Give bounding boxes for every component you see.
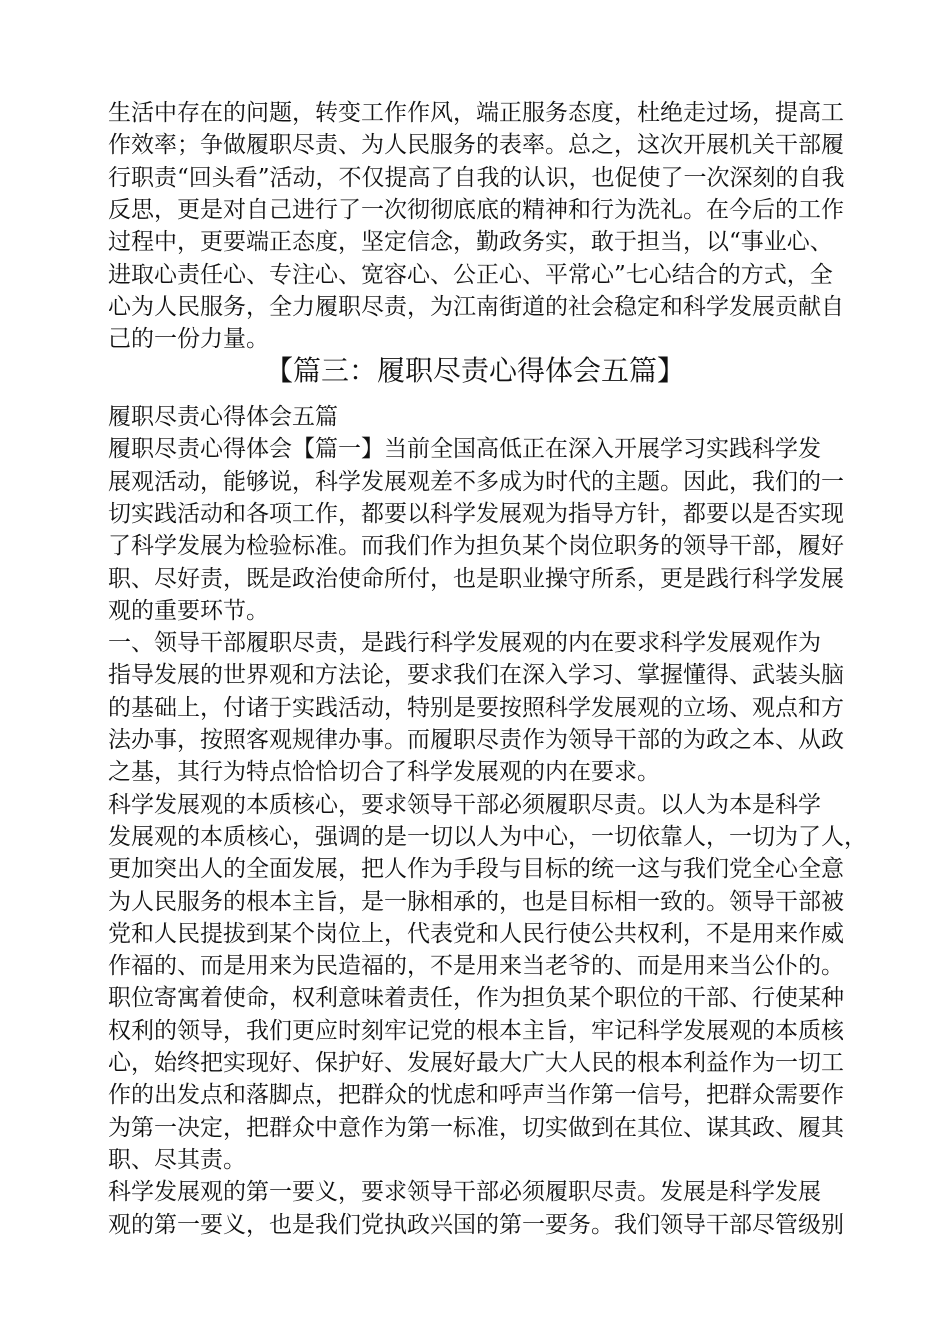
text-line: 职位寄寓着使命，权利意味着责任，作为担负某个职位的干部、行使某种 (108, 985, 844, 1012)
text-line: 反思，更是对自己进行了一次彻彻底底的精神和行为洗礼。在今后的工作 (108, 196, 844, 223)
text-line: 行职责“回头看”活动，不仅提高了自我的认识，也促使了一次深刻的自我 (108, 164, 845, 191)
text-line: 心为人民服务，全力履职尽责，为江南街道的社会稳定和科学发展贡献自 (108, 293, 844, 320)
text-line: 法办事，按照客观规律办事。而履职尽责作为领导干部的为政之本、从政 (108, 727, 844, 753)
text-line: 党和人民提拔到某个岗位上，代表党和人民行使公共权利，不是用来作威 (108, 920, 844, 947)
text-line: 作效率；争做履职尽责、为人民服务的表率。总之，这次开展机关干部履 (108, 132, 844, 159)
text-line: 作的出发点和落脚点，把群众的忧虑和呼声当作第一信号，把群众需要作 (108, 1082, 844, 1109)
text-line: 为第一决定，把群众中意作为第一标准，切实做到在其位、谋其政、履其 (108, 1114, 844, 1141)
text-line: 之基，其行为特点恰恰切合了科学发展观的内在要求。 (108, 759, 660, 786)
text-line: 更加突出人的全面发展，把人作为手段与目标的统一这与我们党全心全意 (108, 856, 844, 883)
text-line: 职、尽其责。 (108, 1146, 246, 1173)
text-line: 为人民服务的根本主旨，是一脉相承的，也是目标相一致的。领导干部被 (108, 888, 844, 915)
text-line: 观的第一要义，也是我们党执政兴国的第一要务。我们领导干部尽管级别 (108, 1211, 844, 1238)
text-line: 己的一份力量。 (108, 326, 269, 353)
text-line: 科学发展观的第一要义，要求领导干部必须履职尽责。发展是科学发展 (108, 1179, 821, 1206)
text-line: 的基础上，付诸于实践活动，特别是要按照科学发展观的立场、观点和方 (108, 694, 844, 721)
text-line: 履职尽责心得体会五篇 (108, 404, 338, 430)
text-line: 进取心责任心、专注心、宽容心、公正心、平常心”七心结合的方式，全 (108, 261, 833, 288)
text-line: 切实践活动和各项工作，都要以科学发展观为指导方针，都要以是否实现 (108, 500, 844, 527)
text-line: 展观活动，能够说，科学发展观差不多成为时代的主题。因此，我们的一 (108, 468, 844, 495)
text-line: 指导发展的世界观和方法论，要求我们在深入学习、掌握懂得、武装头脑 (108, 662, 844, 689)
text-line: 权利的领导，我们更应时刻牢记党的根本主旨，牢记科学发展观的本质核 (108, 1017, 844, 1044)
text-line: 过程中，更要端正态度，坚定信念，勤政务实，敢于担当，以“事业心、 (108, 229, 833, 256)
text-line: 生活中存在的问题，转变工作作风，端正服务态度，杜绝走过场，提高工 (108, 100, 844, 126)
text-line: 履职尽责心得体会【篇一】当前全国高低正在深入开展学习实践科学发 (108, 436, 821, 463)
text-line: 科学发展观的本质核心，要求领导干部必须履职尽责。以人为本是科学 (108, 791, 821, 818)
text-line: 作福的、而是用来为民造福的，不是用来当老爷的、而是用来当公仆的。 (108, 953, 844, 980)
text-line: 一、领导干部履职尽责，是践行科学发展观的内在要求科学发展观作为 (108, 630, 821, 657)
text-line: 发展观的本质核心，强调的是一切以人为中心，一切依靠人，一切为了人， (108, 823, 867, 850)
text-line: 心，始终把实现好、保护好、发展好最大广大人民的根本利益作为一切工 (108, 1050, 844, 1076)
text-line: 职、尽好责，既是政治使命所付，也是职业操守所系，更是践行科学发展 (108, 565, 844, 592)
text-line: 了科学发展为检验标准。而我们作为担负某个岗位职务的领导干部，履好 (108, 533, 844, 560)
section-heading: 【篇三：履职尽责心得体会五篇】 (264, 354, 685, 387)
text-line: 观的重要环节。 (108, 597, 269, 624)
